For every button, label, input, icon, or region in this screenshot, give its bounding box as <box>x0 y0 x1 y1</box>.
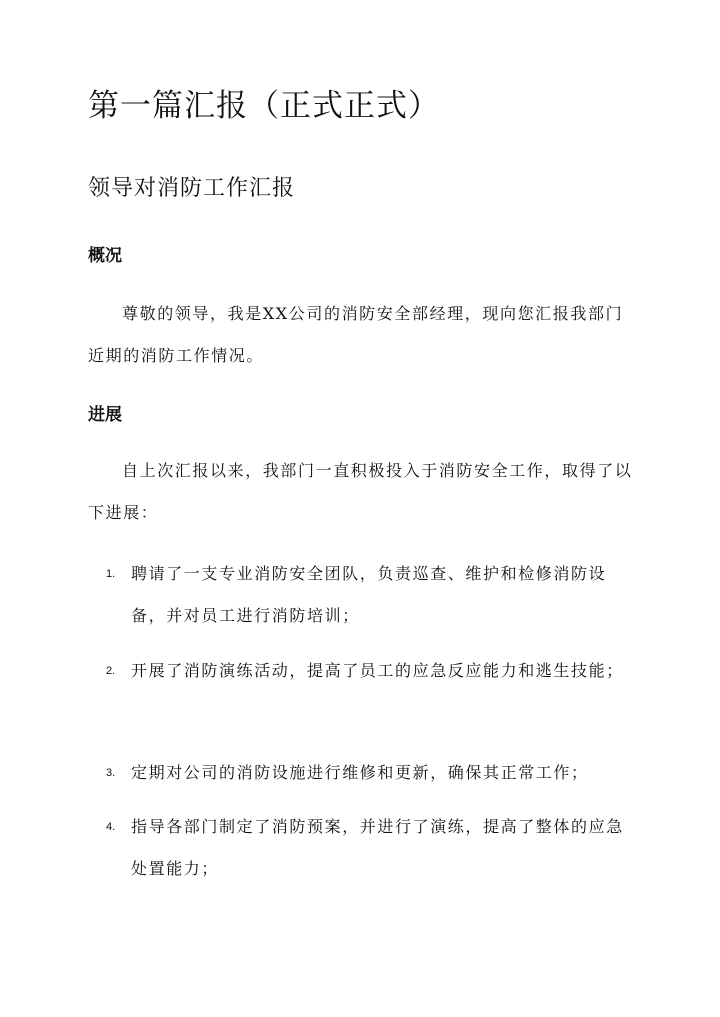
document-subtitle: 领导对消防工作汇报 <box>88 176 296 201</box>
list-item-text: 开展了消防演练活动，提高了员工的应急反应能力和逃生技能； <box>131 661 624 680</box>
list-item-number: 2. <box>106 665 116 677</box>
section-heading-overview: 概况 <box>88 246 122 266</box>
document-title: 第一篇汇报（正式正式） <box>88 88 440 124</box>
list-item-text: 指导各部门制定了消防预案，并进行了演练，提高了整体的应急处置能力； <box>131 817 624 878</box>
list-item <box>106 806 626 890</box>
progress-paragraph: 自上次汇报以来，我部门一直积极投入于消防安全工作，取得了以下进展： <box>88 461 633 522</box>
list-item-number: 3. <box>106 767 116 779</box>
section-heading-progress: 进展 <box>88 405 122 425</box>
list-item <box>106 752 626 794</box>
list-item-text: 聘请了一支专业消防安全团队，负责巡查、维护和检修消防设备，并对员工进行消防培训； <box>131 564 607 625</box>
list-item-number: 4. <box>106 821 116 833</box>
overview-paragraph: 尊敬的领导，我是XX公司的消防安全部经理，现向您汇报我部门近期的消防工作情况。 <box>88 304 624 365</box>
list-item-text: 定期对公司的消防设施进行维修和更新，确保其正常工作； <box>131 763 589 782</box>
list-item <box>106 650 626 692</box>
list-item <box>106 553 626 637</box>
list-item-number: 1. <box>106 568 116 580</box>
